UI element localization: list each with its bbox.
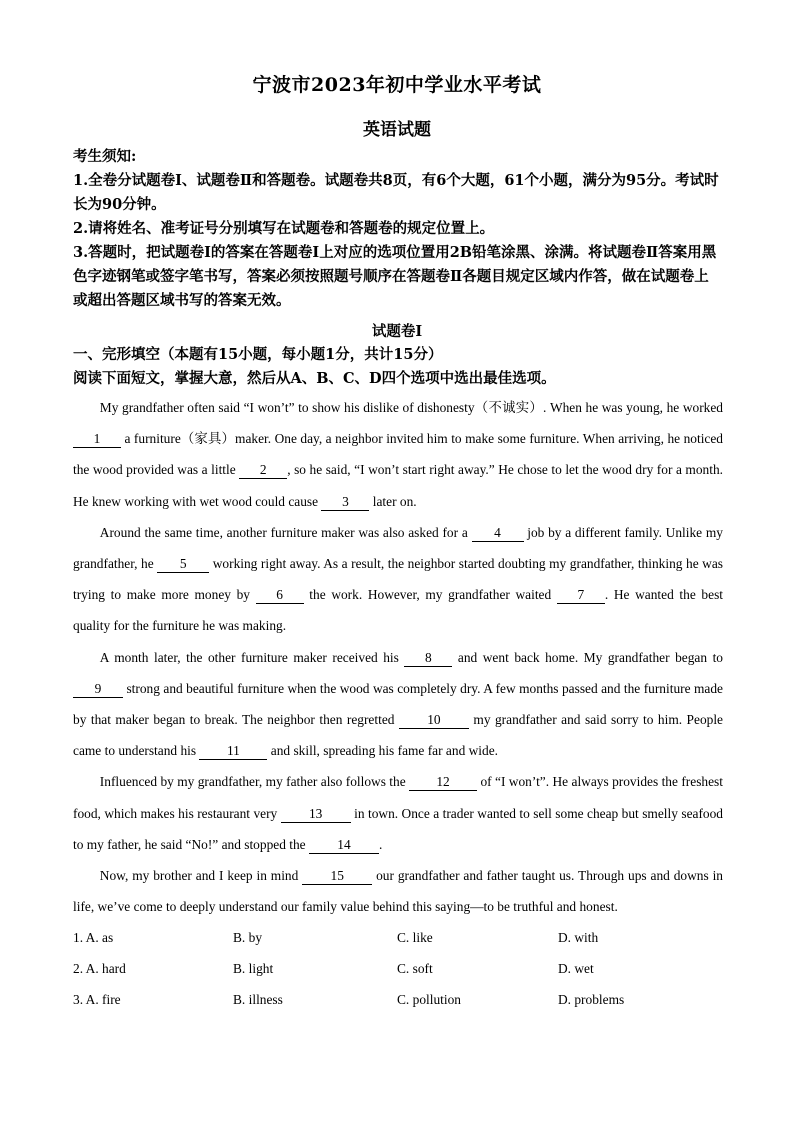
option-b: B. illness — [233, 992, 283, 1007]
answer-options — [73, 922, 733, 1015]
passage-text: the work. However, my grandfather waited — [303, 587, 557, 603]
cloze-passage — [73, 392, 723, 922]
blank-8: 8 — [404, 650, 452, 667]
option-a: 3. A. fire — [73, 992, 121, 1007]
passage-text: our grandfather and father taught us. Through ups and downs in life, we’ve come to deeply understand our family value behind this saying—to be truthful and honest. — [73, 868, 723, 915]
blank-5: 5 — [157, 556, 209, 573]
passage-text: working right away. As a result, the neighbor started doubting my grandfather, thinking he was trying to make more money by — [73, 556, 723, 603]
blank-13: 13 — [281, 806, 351, 823]
option-b: B. by — [233, 930, 263, 945]
option-d: D. with — [558, 930, 599, 945]
blank-6: 6 — [256, 587, 304, 604]
passage-text: A month later, the other furniture maker received his — [99, 649, 405, 665]
blank-9: 9 — [73, 681, 123, 698]
blank-10: 10 — [399, 712, 469, 729]
passage-text: of “I won’t”. He always provides the freshest food, which makes his restaurant very — [73, 774, 723, 821]
passage-text: Now, my brother and I keep in mind — [99, 868, 303, 884]
blank-1: 1 — [73, 431, 121, 448]
part-title: 一、完形填空（本题有15小题，每小题1分，共计15分） — [73, 346, 443, 363]
blank-15: 15 — [302, 868, 372, 885]
blank-4: 4 — [472, 525, 524, 542]
paragraph-4 — [73, 766, 723, 860]
passage-text: a furniture（家具）maker. One day, a neighbor invited him to make some furniture. When arriving, he noticed the wood provided was a little — [73, 431, 723, 478]
option-c: C. pollution — [397, 992, 461, 1007]
passage-text: Around the same time, another furniture maker was also asked for a — [99, 524, 472, 540]
passage-text: Influenced by my grandfather, my father also follows the — [99, 774, 410, 790]
exam-title: 宁波市2023年初中学业水平考试 — [252, 74, 542, 96]
paragraph-3 — [73, 642, 723, 767]
passage-text: job by a different family. Unlike my grandfather, he — [73, 524, 723, 572]
passage-text: , so he said, “I won’t start right away.” He chose to let the wood dry for a month. He knew working with wet wood could cause — [73, 462, 723, 509]
blank-3: 3 — [321, 494, 369, 511]
blank-7: 7 — [557, 587, 605, 604]
blank-14: 14 — [309, 837, 379, 854]
notice-heading: 考生须知: — [73, 148, 137, 165]
blank-11: 11 — [199, 743, 267, 760]
notice-item-2: 2.请将姓名、准考证号分别填写在试题卷和答题卷的规定位置上。 — [73, 220, 495, 237]
option-d: D. problems — [558, 992, 625, 1007]
passage-text: and skill, spreading his fame far and wide. — [267, 743, 498, 759]
part-instruction: 阅读下面短文，掌握大意，然后从A、B、C、D四个选项中选出最佳选项。 — [73, 370, 556, 387]
paragraph-2 — [73, 517, 723, 642]
option-a: 1. A. as — [73, 930, 114, 945]
passage-text: . — [378, 836, 383, 852]
paragraph-5 — [73, 860, 723, 922]
option-d: D. wet — [558, 961, 594, 976]
option-c: C. soft — [397, 961, 433, 976]
passage-text: . He wanted the best quality for the furniture he was making. — [73, 587, 724, 634]
blank-2: 2 — [239, 462, 287, 479]
passage-text: strong and beautiful furniture when the wood was completely dry. A few months passed and the furniture made by that maker began to break. The neighbor then regretted — [73, 680, 723, 728]
notice-item-3: 3.答题时，把试题卷Ⅰ的答案在答题卷Ⅰ上对应的选项位置用2B铅笔涂黑、涂满。将试题卷Ⅱ答案用黑色字迹钢笔或签字笔书写，答案必须按照题号顺序在答题卷Ⅱ各题目规定区域内作答，做在试题卷上或超出答题区域书写的答案无效。 — [73, 244, 717, 309]
blank-12: 12 — [409, 774, 477, 791]
section-title: 试题卷Ⅰ — [371, 323, 423, 340]
option-row-3 — [73, 984, 733, 1015]
notice-block — [73, 145, 723, 313]
option-a: 2. A. hard — [73, 961, 126, 976]
passage-text: and went back home. My grandfather began to — [452, 649, 723, 665]
option-b: B. light — [233, 961, 274, 976]
option-row-2 — [73, 953, 733, 984]
option-row-1 — [73, 922, 733, 953]
passage-text: later on. — [369, 493, 417, 509]
option-c: C. like — [397, 930, 433, 945]
notice-item-1: 1.全卷分试题卷Ⅰ、试题卷Ⅱ和答题卷。试题卷共8页，有6个大题，61个小题，满分为95分。考试时长为90分钟。 — [73, 172, 719, 213]
passage-text: in town. Once a trader wanted to sell some cheap but smelly seafood to my father, he said “No!” and stopped the — [73, 805, 724, 852]
paragraph-1 — [73, 392, 723, 517]
passage-text: My grandfather often said “I won’t” to show his dislike of dishonesty（不诚实）. When he was young, he worked — [99, 400, 723, 415]
exam-subtitle: 英语试题 — [363, 120, 431, 140]
passage-text: my grandfather and said sorry to him. People came to understand his — [73, 712, 723, 759]
